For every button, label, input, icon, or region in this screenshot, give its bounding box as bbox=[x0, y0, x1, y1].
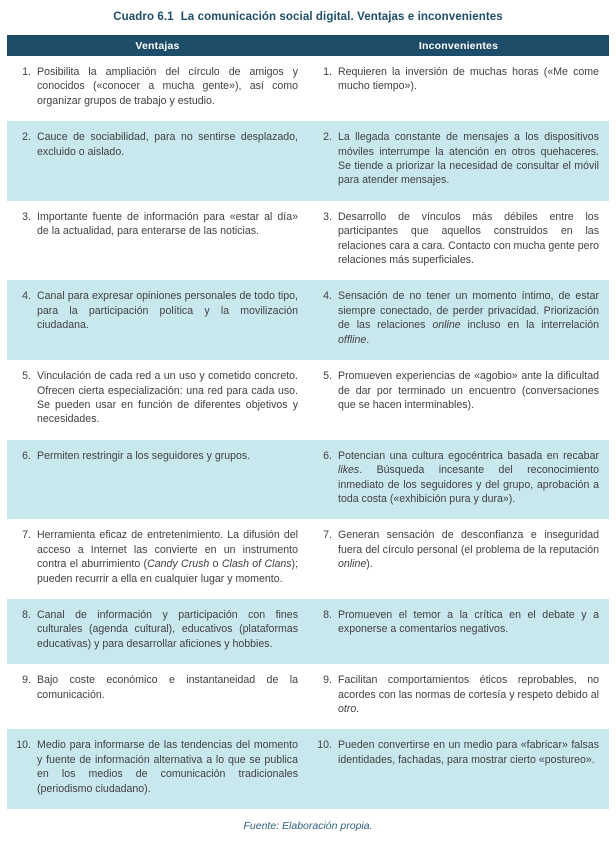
item-number: 3. bbox=[22, 210, 31, 223]
inconveniente-text: Sensación de no tener un momento íntimo, de estar siempre conectado, de perder privacidad. Priorización de las relaciones online incluso en la interrelación offline. bbox=[338, 290, 599, 346]
inconveniente-text: Promueven el temor a la crítica en el debate y a exponerse a comentarios negativos. bbox=[338, 608, 599, 636]
inconveniente-text: Promueven experiencias de «agobio» ante la dificultad de dar por terminado un encuentro (conversaciones que se hacen interminables). bbox=[338, 370, 599, 411]
item-number: 9. bbox=[323, 674, 332, 687]
ventaja-text: Canal para expresar opiniones personales de todo tipo, para la participación política y la movilización ciudadana. bbox=[37, 290, 298, 332]
inconveniente-cell bbox=[308, 440, 609, 520]
inconveniente-text: Requieren la inversión de muchas horas («Me come mucho tiempo»). bbox=[338, 66, 599, 93]
table-body bbox=[7, 56, 609, 809]
inconveniente-cell bbox=[308, 280, 609, 360]
ventaja-cell bbox=[7, 360, 308, 440]
ventaja-text: Herramienta eficaz de entretenimiento. La difusión del acceso a Internet las convierte en un instrumento contra el aburrimiento (Candy Crush o Clash of Clans); pueden recurrir a ella en cualquier lugar y momento. bbox=[37, 529, 299, 585]
advantages-disadvantages-table bbox=[7, 35, 609, 809]
table-row bbox=[7, 56, 609, 121]
inconveniente-cell bbox=[308, 56, 609, 121]
ventaja-cell bbox=[7, 664, 308, 729]
ventaja-cell bbox=[7, 280, 308, 360]
inconveniente-text: Potencian una cultura egocéntrica basada en recabar likes. Búsqueda incesante del reconocimiento inmediato de los seguidores y del grupo, aprobación a toda costa («exhibición pura y dura»). bbox=[338, 449, 599, 505]
inconveniente-cell bbox=[308, 360, 609, 440]
inconveniente-text: Generan sensación de desconfianza e inseguridad fuera del círculo personal (el problema de la reputación online). bbox=[338, 529, 599, 571]
ventaja-text: Posibilita la ampliación del círculo de amigos y conocidos («conocer a mucha gente»), así como organizar grupos de trabajo y estudio. bbox=[37, 66, 298, 107]
ventaja-text: Vinculación de cada red a un uso y cometido concreto. Ofrecen cierta especialización: una red para cada uso. Se pueden usar en función de diferentes objetivos y necesidades. bbox=[37, 370, 298, 426]
item-number: 9. bbox=[22, 674, 31, 687]
item-number: 4. bbox=[22, 290, 31, 303]
inconveniente-cell bbox=[308, 201, 609, 281]
item-number: 7. bbox=[22, 529, 31, 542]
item-number: 10. bbox=[317, 739, 332, 752]
ventaja-text: Canal de información y participación con fines culturales (agenda cultural), educativos (plataformas educativas) y para desarrollar aficiones y hobbies. bbox=[37, 608, 298, 650]
source-note: Fuente: Elaboración propia. bbox=[243, 820, 373, 833]
inconveniente-cell bbox=[308, 121, 609, 201]
item-number: 6. bbox=[323, 449, 332, 462]
ventaja-cell bbox=[7, 56, 308, 121]
inconveniente-cell bbox=[308, 729, 609, 809]
table-row bbox=[7, 519, 609, 599]
table-row bbox=[7, 729, 609, 809]
inconveniente-text: Pueden convertirse en un medio para «fabricar» falsas identidades, fachadas, para mostrar cierto «postureo». bbox=[338, 739, 599, 766]
ventaja-cell bbox=[7, 121, 308, 201]
item-number: 4. bbox=[323, 290, 332, 303]
table-row bbox=[7, 121, 609, 201]
inconveniente-cell bbox=[308, 519, 609, 599]
item-number: 8. bbox=[22, 608, 31, 621]
page-title bbox=[7, 11, 609, 23]
inconveniente-text: La llegada constante de mensajes a los dispositivos móviles interrumpe la atención en otros quehaceres. Se tiende a priorizar la necesidad de consultar el móvil para atender mensajes. bbox=[338, 131, 599, 187]
ventaja-text: Permiten restringir a los seguidores y grupos. bbox=[37, 449, 251, 462]
ventaja-text: Medio para informarse de las tendencias del momento y fuente de información alternativa a lo que se publica en los medios de comunicación tradicionales (periodismo ciudadano). bbox=[37, 739, 298, 795]
ventaja-cell bbox=[7, 729, 308, 809]
item-number: 2. bbox=[22, 131, 31, 144]
item-number: 8. bbox=[323, 608, 332, 621]
inconveniente-text: Desarrollo de vínculos más débiles entre los participantes que aquellos construidos en las relaciones cara a cara. Contacto con mucha gente pero relaciones más superficiales. bbox=[338, 210, 599, 267]
item-number: 10. bbox=[16, 739, 31, 752]
inconveniente-cell bbox=[308, 599, 609, 664]
table-row bbox=[7, 360, 609, 440]
table-header-row bbox=[7, 35, 609, 56]
item-number: 5. bbox=[323, 370, 332, 383]
item-number: 5. bbox=[22, 370, 31, 383]
table-row bbox=[7, 440, 609, 520]
item-number: 2. bbox=[323, 131, 332, 144]
inconveniente-text: Facilitan comportamientos éticos reprobables, no acordes con las normas de cortesía y respeto debido al otro. bbox=[338, 674, 599, 715]
ventaja-cell bbox=[7, 201, 308, 281]
table-number: Cuadro 6.1 bbox=[113, 11, 174, 23]
ventaja-text: Cauce de sociabilidad, para no sentirse desplazado, excluido o aislado. bbox=[37, 131, 298, 158]
ventaja-text: Bajo coste económico e instantaneidad de la comunicación. bbox=[37, 674, 298, 701]
ventaja-cell bbox=[7, 519, 308, 599]
item-number: 3. bbox=[323, 210, 332, 223]
ventaja-cell bbox=[7, 599, 308, 664]
ventaja-text: Importante fuente de información para «estar al día» de la actualidad, para enterarse de las noticias. bbox=[37, 210, 298, 238]
ventaja-cell bbox=[7, 440, 308, 520]
table-row bbox=[7, 664, 609, 729]
table-row bbox=[7, 599, 609, 664]
table-row bbox=[7, 201, 609, 281]
item-number: 7. bbox=[323, 529, 332, 542]
inconveniente-cell bbox=[308, 664, 609, 729]
table-caption: La comunicación social digital. Ventajas e inconvenientes bbox=[180, 11, 503, 23]
column-header-inconvenientes: Inconvenientes bbox=[308, 35, 609, 56]
table-row bbox=[7, 280, 609, 360]
item-number: 1. bbox=[22, 66, 31, 78]
item-number: 1. bbox=[323, 66, 332, 78]
column-header-ventajas: Ventajas bbox=[7, 35, 308, 56]
item-number: 6. bbox=[22, 449, 31, 462]
